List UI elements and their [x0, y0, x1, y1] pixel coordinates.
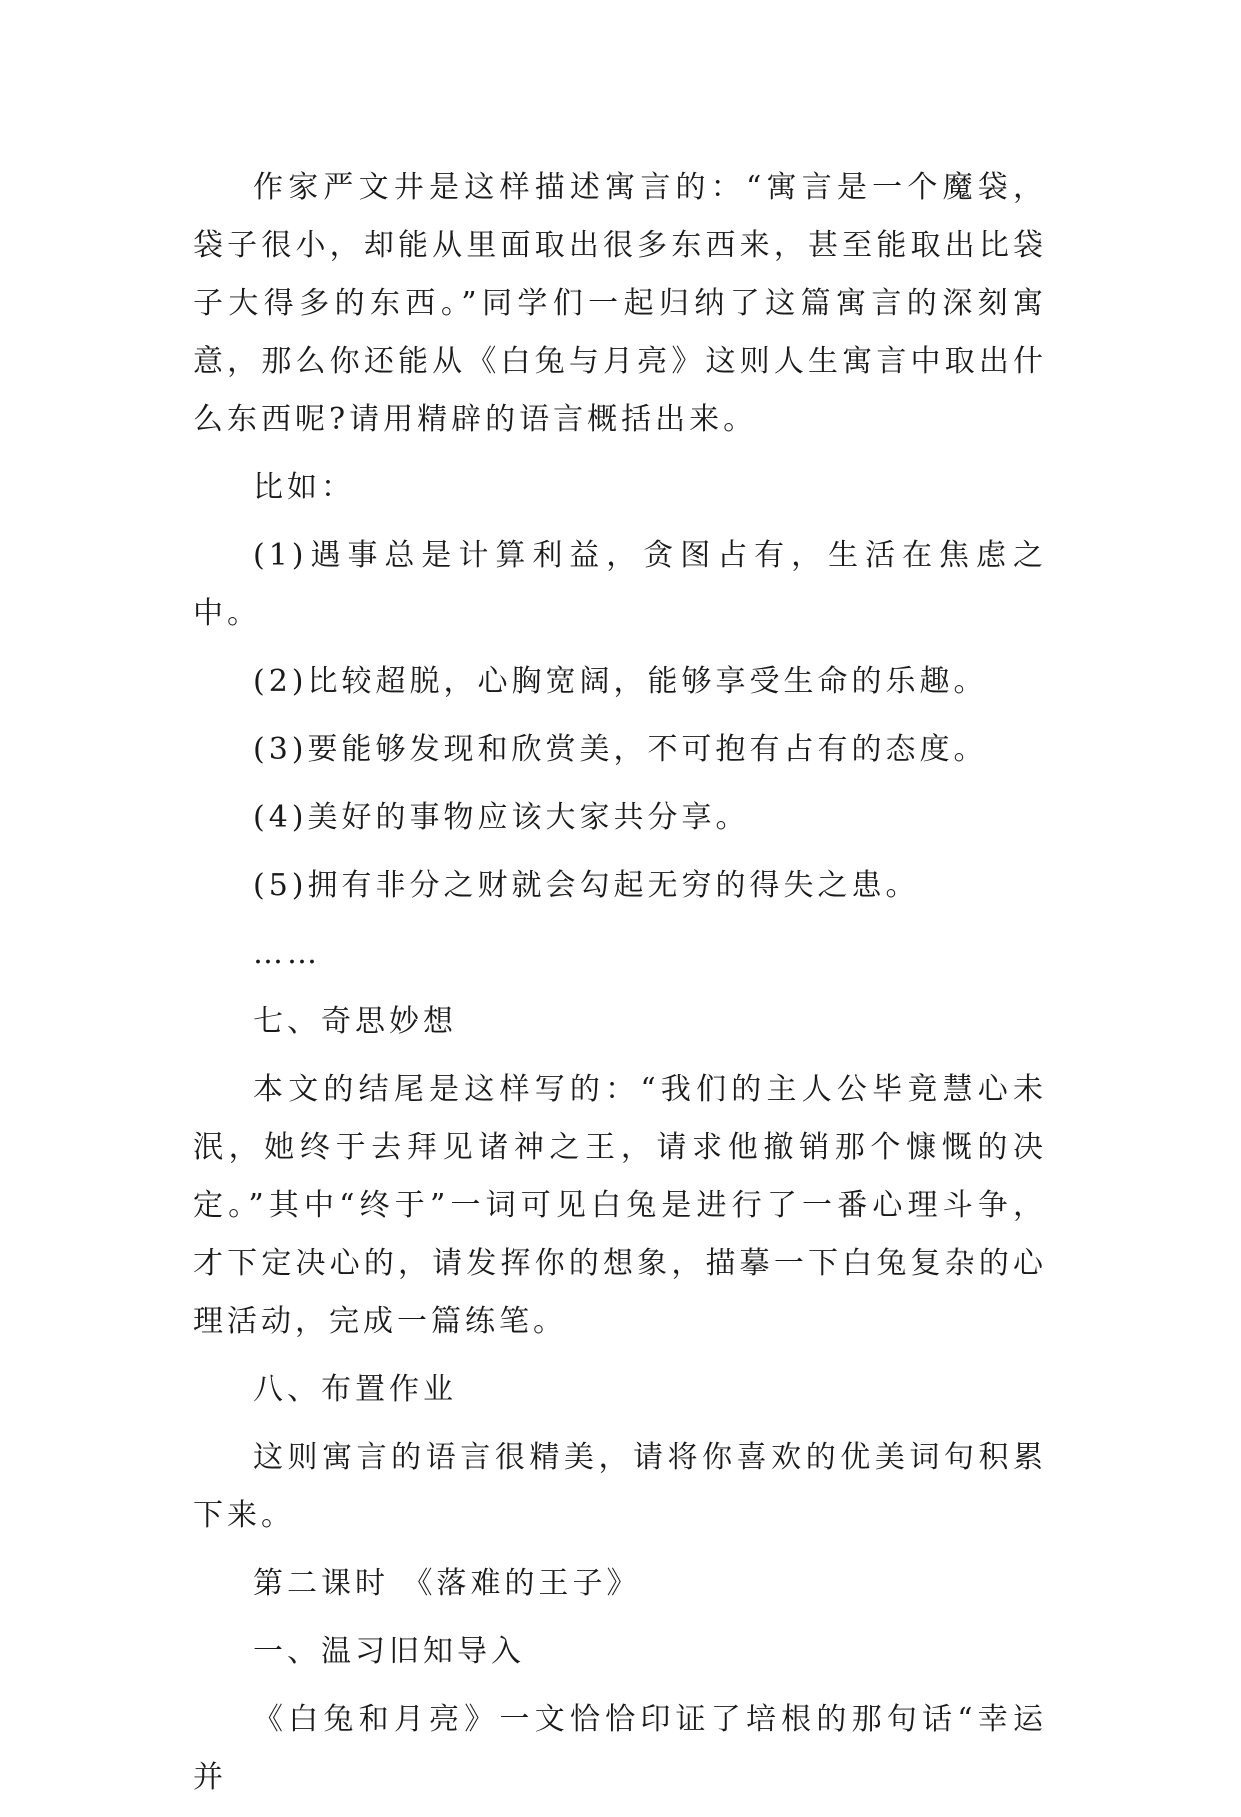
list-item-4: (4)美好的事物应该大家共分享。: [253, 800, 750, 835]
lesson-two-heading: 第二课时 《落难的王子》: [253, 1566, 641, 1601]
ellipsis: ……: [253, 936, 321, 971]
section-heading-1: 一、温习旧知导入: [253, 1634, 525, 1669]
section-heading-7: 七、奇思妙想: [253, 1004, 457, 1039]
document-body: [193, 159, 1047, 1817]
paragraph-example-intro: 比如：: [253, 470, 355, 505]
section-heading-8: 八、布置作业: [253, 1372, 457, 1407]
list-item-5: (5)拥有非分之财就会勾起无穷的得失之患。: [253, 868, 920, 903]
paragraph-review: 《白兔和月亮》一文恰恰印证了培根的那句话“幸运并: [193, 1702, 1047, 1795]
paragraph-imagination: 本文的结尾是这样写的：“我们的主人公毕竟慧心未泯，她终于去拜见诸神之王，请求他撤销那个慷慨的决定。”其中“终于”一词可见白兔是进行了一番心理斗争，才下定决心的，请发挥你的想象，描摹一下白兔复杂的心理活动，完成一篇练笔。: [193, 1072, 1047, 1339]
list-item-3: (3)要能够发现和欣赏美，不可抱有占有的态度。: [253, 732, 988, 767]
list-item-1: (1)遇事总是计算利益，贪图占有，生活在焦虑之中。: [193, 538, 1047, 631]
paragraph-homework: 这则寓言的语言很精美，请将你喜欢的优美词句积累下来。: [193, 1440, 1047, 1533]
list-item-2: (2)比较超脱，心胸宽阔，能够享受生命的乐趣。: [253, 664, 988, 699]
paragraph-fable-description: 作家严文井是这样描述寓言的：“寓言是一个魔袋，袋子很小，却能从里面取出很多东西来，甚至能取出比袋子大得多的东西。”同学们一起归纳了这篇寓言的深刻寓意，那么你还能从《白兔与月亮》这则人生寓言中取出什么东西呢?请用精辟的语言概括出来。: [193, 170, 1047, 437]
